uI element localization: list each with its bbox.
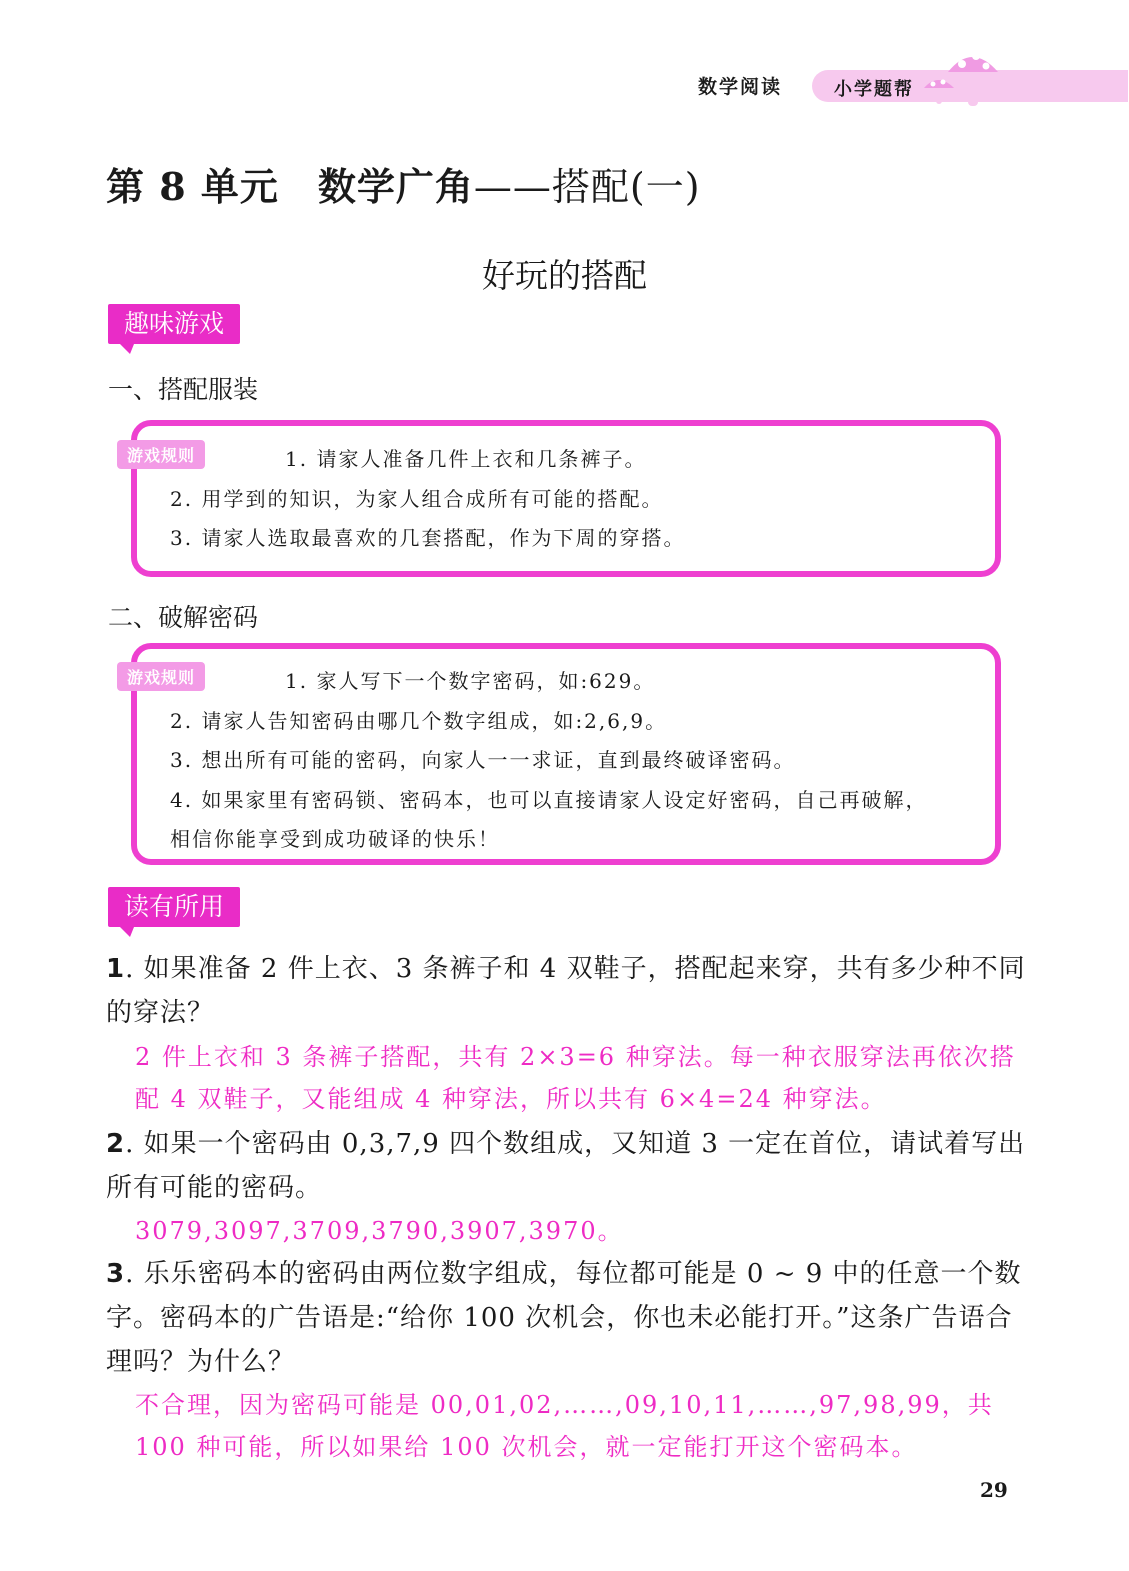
game1-rule-2: 2. 用学到的知识，为家人组合成所有可能的搭配。	[170, 487, 664, 511]
question-2-number: 2	[106, 1129, 126, 1159]
question-2	[106, 1122, 1026, 1210]
game2-rule-4: 4. 如果家里有密码锁、密码本，也可以直接请家人设定好密码，自己再破解，	[170, 788, 928, 812]
section-tag-game: 趣味游戏	[108, 304, 240, 344]
game2-heading: 二、破解密码	[108, 603, 259, 632]
game2-rule-2: 2. 请家人告知密码由哪几个数字组成，如:2,6,9。	[170, 709, 668, 733]
question-3	[106, 1252, 1026, 1384]
question-1	[106, 947, 1026, 1035]
question-2-text: . 如果一个密码由 0,3,7,9 四个数组成，又知道 3 一定在首位，请试着写出所有可能的密码。	[106, 1129, 1026, 1203]
unit-title-main: 第 8 单元 数学广角	[106, 164, 474, 209]
question-3-text: . 乐乐密码本的密码由两位数字组成，每位都可能是 0 ~ 9 中的任意一个数字。密码本的广告语是:“给你 100 次机会，你也未必能打开。”这条广告语合理吗？为什么？	[106, 1259, 1022, 1377]
mushroom-icon	[920, 42, 1010, 108]
game1-heading: 一、搭配服装	[108, 375, 259, 404]
question-3-number: 3	[106, 1259, 126, 1289]
game2-rule-1: 1. 家人写下一个数字密码，如:629。	[285, 669, 656, 693]
section-tag-read: 读有所用	[108, 887, 240, 927]
game2-rule-badge: 游戏规则	[117, 662, 205, 691]
game1-rule-badge: 游戏规则	[117, 440, 205, 469]
header-series-label: 小学题帮	[834, 79, 914, 100]
answer-3: 不合理，因为密码可能是 00,01,02,……,09,10,11,……,97,98,99，共 100 种可能，所以如果给 100 次机会，就一定能打开这个密码本。	[135, 1391, 994, 1461]
page-title: 好玩的搭配	[482, 256, 647, 295]
unit-title	[106, 156, 701, 211]
answer-1: 2 件上衣和 3 条裤子搭配，共有 2×3=6 种穿法。每一种衣服穿法再依次搭配 4 双鞋子，又能组成 4 种穿法，所以共有 6×4=24 种穿法。	[135, 1043, 1016, 1113]
answer-2: 3079,3097,3709,3790,3907,3970。	[135, 1217, 624, 1245]
unit-subtitle: ——搭配(一)	[473, 165, 701, 209]
header-book-title: 数学阅读	[698, 76, 783, 98]
game1-rule-3: 3. 请家人选取最喜欢的几套搭配，作为下周的穿搭。	[170, 526, 686, 550]
game1-rule-1: 1. 请家人准备几件上衣和几条裤子。	[285, 447, 647, 471]
question-1-text: . 如果准备 2 件上衣、3 条裤子和 4 双鞋子，搭配起来穿，共有多少种不同的穿法？	[106, 954, 1026, 1028]
question-1-number: 1	[106, 954, 126, 984]
game2-rule-3: 3. 想出所有可能的密码，向家人一一求证，直到最终破译密码。	[170, 748, 796, 772]
game2-rule-5: 相信你能享受到成功破译的快乐！	[170, 827, 500, 851]
page-number: 29	[980, 1478, 1008, 1502]
